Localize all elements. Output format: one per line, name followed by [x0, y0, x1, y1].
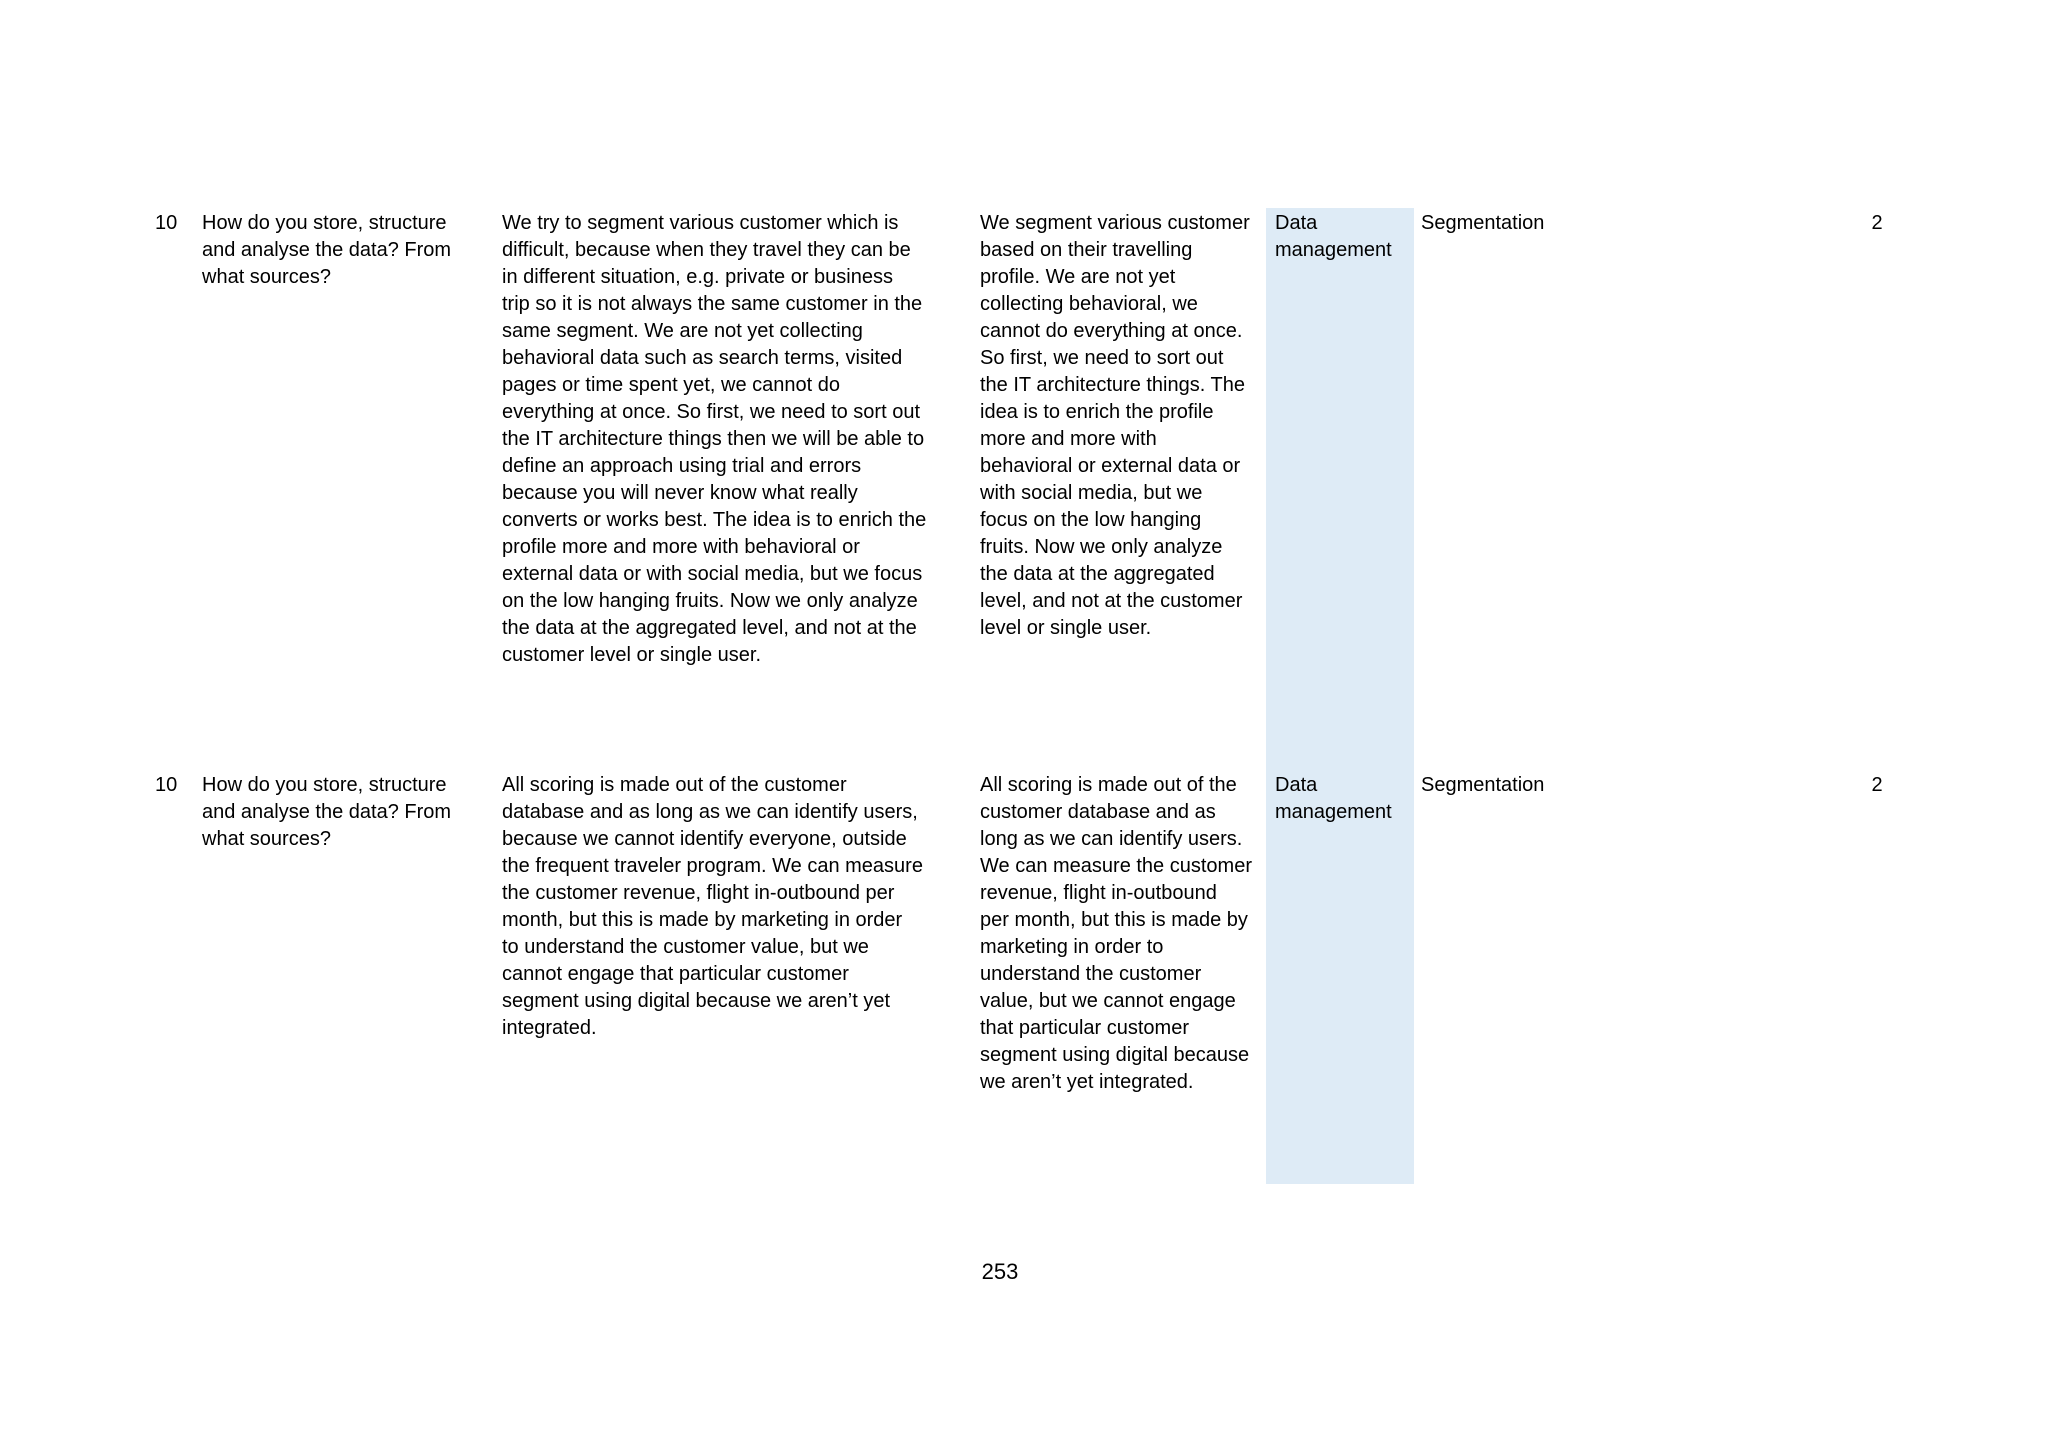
score-value: 2 [1871, 212, 1883, 234]
question-text: How do you store, structure and analyse the data? From what sources? [202, 774, 452, 850]
answer-text: All scoring is made out of the customer database and as long as we can identify users, because we cannot identify everyone, outside the frequent traveler program. We can measure the customer revenue, flight in-outbound per month, but this is made by marketing in order to understand the customer value, but we cannot engage that particular customer segment using digital because we aren’t yet integrated. [502, 774, 923, 1039]
row-number: 10 [155, 774, 178, 796]
summary-text: All scoring is made out of the customer database and as long as we can identify users. We can measure the customer revenue, flight in-outbound per month, but this is made by marketing in order to understand the customer value, but we cannot engage that particular customer segment using digital because we aren’t yet integrated. [980, 774, 1252, 1093]
category-text: Data management [1275, 212, 1392, 261]
question-text: How do you store, structure and analyse the data? From what sources? [202, 212, 452, 288]
row-number: 10 [155, 212, 178, 234]
category-text: Data management [1275, 774, 1392, 823]
theme-text: Segmentation [1421, 774, 1545, 796]
score-value: 2 [1871, 774, 1883, 796]
summary-text: We segment various customer based on their travelling profile. We are not yet collecting behavioral, we cannot do everything at once. So first, we need to sort out the IT architecture things. The idea is to enrich the profile more and more with behavioral or external data or with social media, but we focus on the low hanging fruits. Now we only analyze the data at the aggregated level, and not at the customer level or single user. [980, 212, 1250, 639]
category-column-highlight [1266, 208, 1414, 1184]
theme-text: Segmentation [1421, 212, 1545, 234]
answer-text: We try to segment various customer which is difficult, because when they travel they can be in different situation, e.g. private or business trip so it is not always the same customer in the same segment. We are not yet collecting behavioral data such as search terms, visited pages or time spent yet, we cannot do everything at once. So first, we need to sort out the IT architecture things then we will be able to define an approach using trial and errors because you will never know what really converts or works best. The idea is to enrich the profile more and more with behavioral or external data or with social media, but we focus on the low hanging fruits. Now we only analyze the data at the aggregated level, and not at the customer level or single user. [502, 212, 927, 666]
page-number: 253 [981, 1259, 1019, 1284]
